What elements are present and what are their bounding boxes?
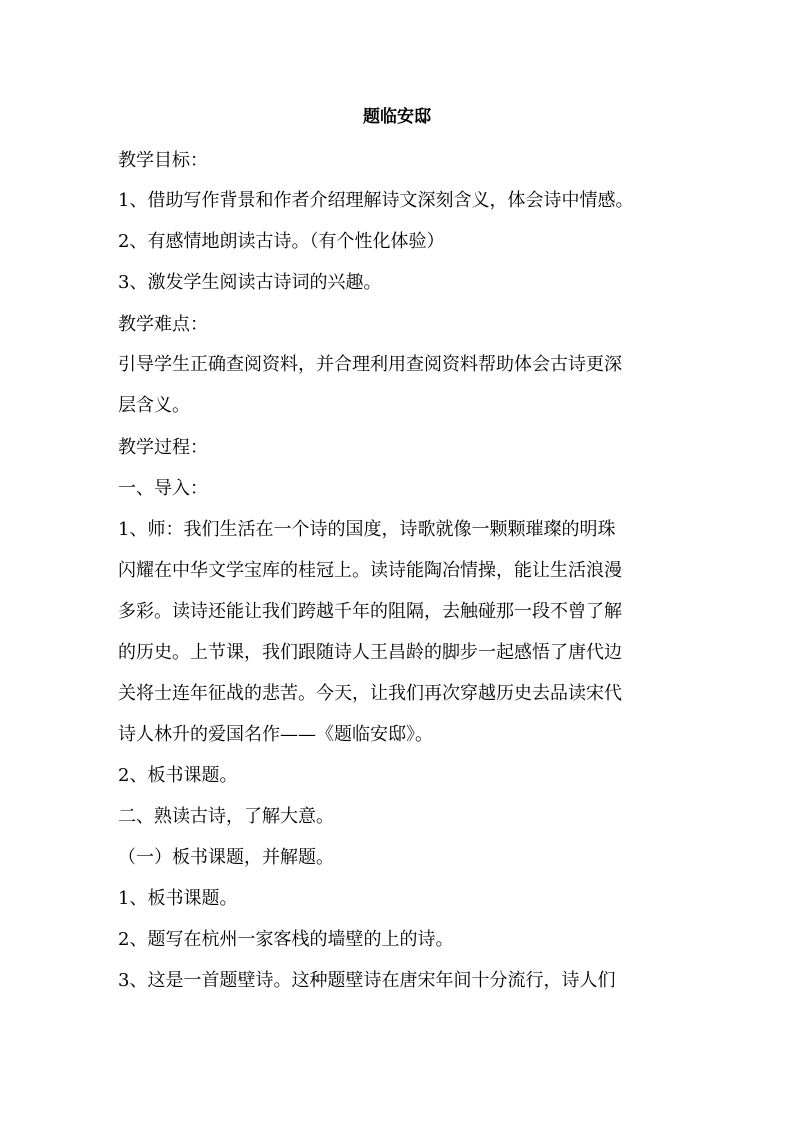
text-line-17: 二、熟读古诗，了解大意。 [118, 806, 334, 827]
text-line-20: 2、题写在杭州一家客栈的墙壁的上的诗。 [118, 929, 454, 950]
text-line-18: （一）板书课题，并解题。 [118, 847, 334, 868]
text-line-7: 层含义。 [118, 395, 190, 416]
text-line-21: 3、这是一首题壁诗。这种题壁诗在唐宋年间十分流行，诗人们 [118, 970, 616, 991]
text-line-2: 1、借助写作背景和作者介绍理解诗文深刻含义，体会诗中情感。 [118, 190, 634, 211]
text-line-6: 引导学生正确查阅资料，并合理利用查阅资料帮助体会古诗更深 [118, 354, 622, 375]
text-line-1: 教学目标： [118, 150, 208, 171]
text-line-13: 的历史。上节课，我们跟随诗人王昌龄的脚步一起感悟了唐代边 [118, 642, 622, 663]
text-line-16: 2、板书课题。 [118, 765, 238, 786]
text-line-14: 关将士连年征战的悲苦。今天，让我们再次穿越历史去品读宋代 [118, 683, 622, 704]
text-line-4: 3、激发学生阅读古诗词的兴趣。 [118, 272, 382, 293]
text-line-12: 多彩。读诗还能让我们跨越千年的阻隔，去触碰那一段不曾了解 [118, 601, 622, 622]
text-line-5: 教学难点： [118, 314, 208, 335]
text-line-11: 闪耀在中华文学宝库的桂冠上。读诗能陶冶情操，能让生活浪漫 [118, 560, 622, 581]
text-line-8: 教学过程： [118, 437, 208, 458]
text-line-19: 1、板书课题。 [118, 888, 238, 909]
text-line-15: 诗人林升的爱国名作——《题临安邸》。 [118, 724, 433, 745]
document-title: 题临安邸 [363, 107, 431, 127]
text-line-9: 一、导入： [118, 478, 208, 499]
text-line-3: 2、有感情地朗读古诗。（有个性化体验） [118, 231, 445, 252]
text-line-10: 1、师：我们生活在一个诗的国度，诗歌就像一颗颗璀璨的明珠 [118, 519, 616, 540]
